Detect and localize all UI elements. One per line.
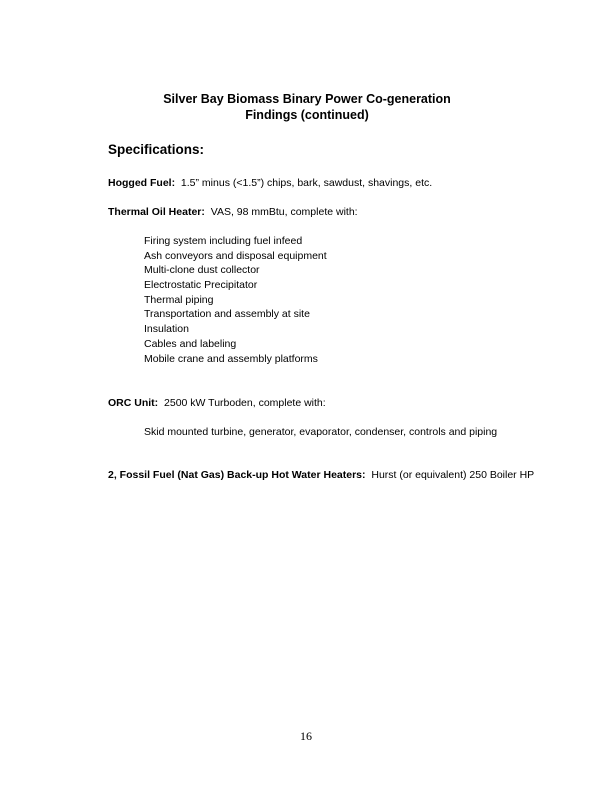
backup-heaters-label: 2, Fossil Fuel (Nat Gas) Back-up Hot Water Heaters: xyxy=(108,469,366,481)
list-item: Ash conveyors and disposal equipment xyxy=(144,249,327,262)
list-item: Cables and labeling xyxy=(144,337,237,350)
orc-unit-text: 2500 kW Turboden, complete with: xyxy=(164,397,326,409)
list-item: Electrostatic Precipitator xyxy=(144,279,258,292)
list-item: Firing system including fuel infeed xyxy=(144,235,303,247)
list-item: Insulation xyxy=(144,323,189,336)
thermal-oil-heater-items xyxy=(144,234,327,366)
document-title-line-2: Findings (continued) xyxy=(245,108,369,122)
list-item: Multi-clone dust collector xyxy=(144,264,260,277)
list-item: Thermal piping xyxy=(144,293,214,306)
specifications-heading: Specifications: xyxy=(108,142,205,157)
orc-unit-detail: Skid mounted turbine, generator, evaporator, condenser, controls and piping xyxy=(144,426,498,438)
thermal-oil-heater-label: Thermal Oil Heater: xyxy=(108,206,205,218)
document-title-line-1: Silver Bay Biomass Binary Power Co-generation xyxy=(163,92,451,106)
backup-heaters-line xyxy=(108,469,534,481)
page-number: 16 xyxy=(300,729,312,743)
orc-unit-line xyxy=(108,397,326,409)
hogged-fuel-line xyxy=(108,177,432,189)
list-item: Mobile crane and assembly platforms xyxy=(144,352,318,365)
backup-heaters-text: Hurst (or equivalent) 250 Boiler HP xyxy=(371,469,535,481)
hogged-fuel-label: Hogged Fuel: xyxy=(108,177,176,189)
hogged-fuel-text: 1.5” minus (<1.5”) chips, bark, sawdust, shavings, etc. xyxy=(180,177,433,189)
list-item: Transportation and assembly at site xyxy=(144,308,310,321)
thermal-oil-heater-line xyxy=(108,206,358,218)
thermal-oil-heater-text: VAS, 98 mmBtu, complete with: xyxy=(210,206,358,218)
orc-unit-label: ORC Unit: xyxy=(108,397,159,409)
